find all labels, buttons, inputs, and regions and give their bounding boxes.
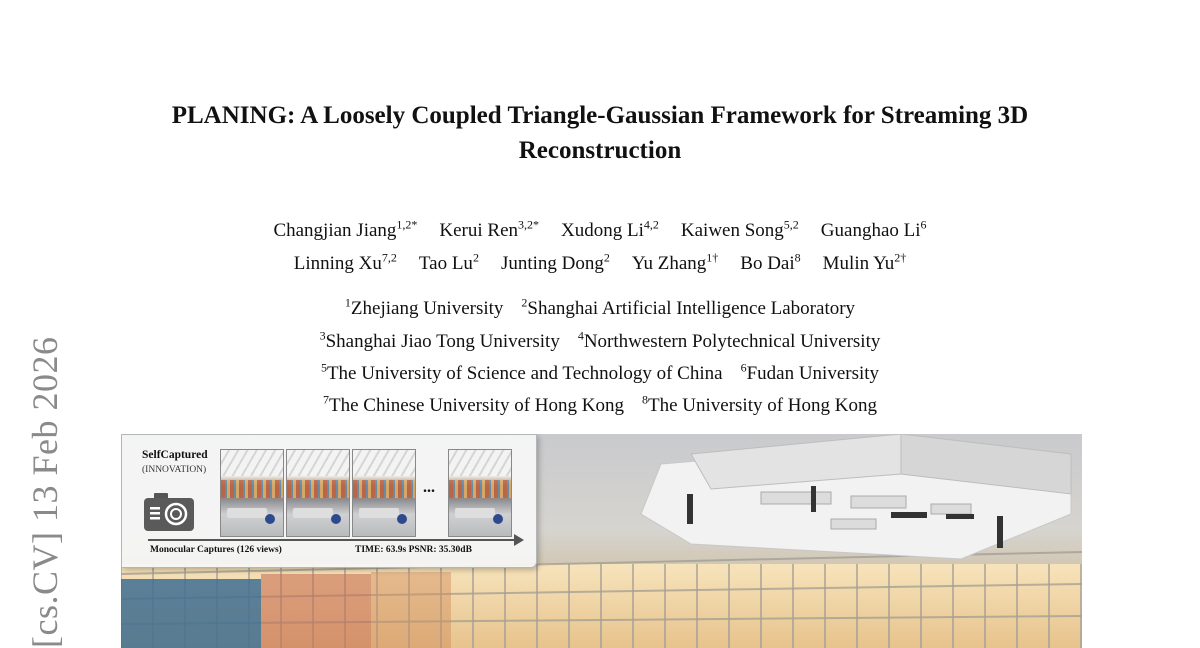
author-name: Kaiwen Song$^{5,2}$ [680,218,799,242]
affiliation: $^1$Zhejiang University [344,296,504,320]
author-name: Mulin $Yu^{2\dagger}$ [822,250,907,274]
author-affiliation-mark: 2 [603,250,610,265]
affiliation: $^8$The University of Hong Kong [641,392,877,417]
affiliation-row [110,322,1090,354]
affiliation: $^7$The Chinese University of Hong Kong [322,392,624,417]
author-name: Changjian Jiang$^{1,2*}$ [273,218,418,242]
capture-inset [121,434,537,568]
affiliation-list [110,290,1090,419]
affiliation-row [110,387,1090,419]
capture-thumbnail-last [448,449,512,537]
author-name: Guanghao Li$^6$ [820,218,927,242]
author-affiliation-mark: 1† [706,250,719,265]
author-name: Tao Lu$^2$ [418,250,479,274]
author-affiliation-mark: 2 [472,250,479,265]
affiliation: $^5$The University of Science and Technology of China [320,360,723,384]
affiliation-row [110,290,1090,322]
capture-thumbnail-2 [286,449,350,537]
author-affiliation-mark: 6 [920,218,927,232]
affiliation: $^3$Shanghai Jiao Tong University [319,328,560,352]
arxiv-stamp: [cs.CV] 13 Feb 2026 [25,336,65,648]
author-affiliation-mark: 4,2 [643,218,659,232]
metrics-caption: TIME: 63.9s PSNR: 35.30dB [355,545,472,555]
author-name: Yu Zhang$^{1\dagger}$ [631,250,719,274]
timeline-arrow [148,539,518,541]
camera-icon [144,493,194,531]
affiliation: $^4$Northwestern Polytechnical University [577,328,881,352]
author-name: Xudong Li$^{4,2}$ [561,218,659,242]
author-row-1 [110,212,1090,244]
author-row-2 [110,244,1090,276]
affiliation: $^2$Shanghai Artificial Intelligence Laboratory [521,296,856,320]
thumbnail-ellipsis: ... [423,479,435,496]
teaser-figure [121,434,1082,648]
capture-thumbnail-1 [220,449,284,537]
author-affiliation-mark: 1,2* [396,218,418,232]
author-affiliation-mark: 3,2* [518,218,540,232]
capture-caption: Monocular Captures (126 views) [150,545,282,555]
author-affiliation-mark: 2† [894,250,907,265]
author-list [110,212,1090,277]
author-affiliation-mark: 5,2 [783,218,799,232]
timeline-arrow-head [514,534,524,546]
inset-title: SelfCaptured [142,449,208,461]
author-name: Linning Xu$^{7,2}$ [293,250,397,274]
author-name: Junting Dong$^2$ [500,250,610,274]
author-name: Kerui Ren$^{3,2*}$ [439,218,540,242]
inset-subtitle: (INNOVATION) [142,465,207,475]
capture-thumbnail-3 [352,449,416,537]
author-name: Bo Dai$^8$ [740,250,801,274]
mesh-reconstruction [601,434,1082,564]
affiliation: $^6$Fudan University [740,360,880,384]
author-affiliation-mark: 7,2 [381,250,397,265]
paper-title: PLANING: A Loosely Coupled Triangle-Gaussian Framework for Streaming 3D Reconstruction [171,102,1029,164]
author-affiliation-mark: 8 [794,250,801,265]
affiliation-row [110,355,1090,387]
